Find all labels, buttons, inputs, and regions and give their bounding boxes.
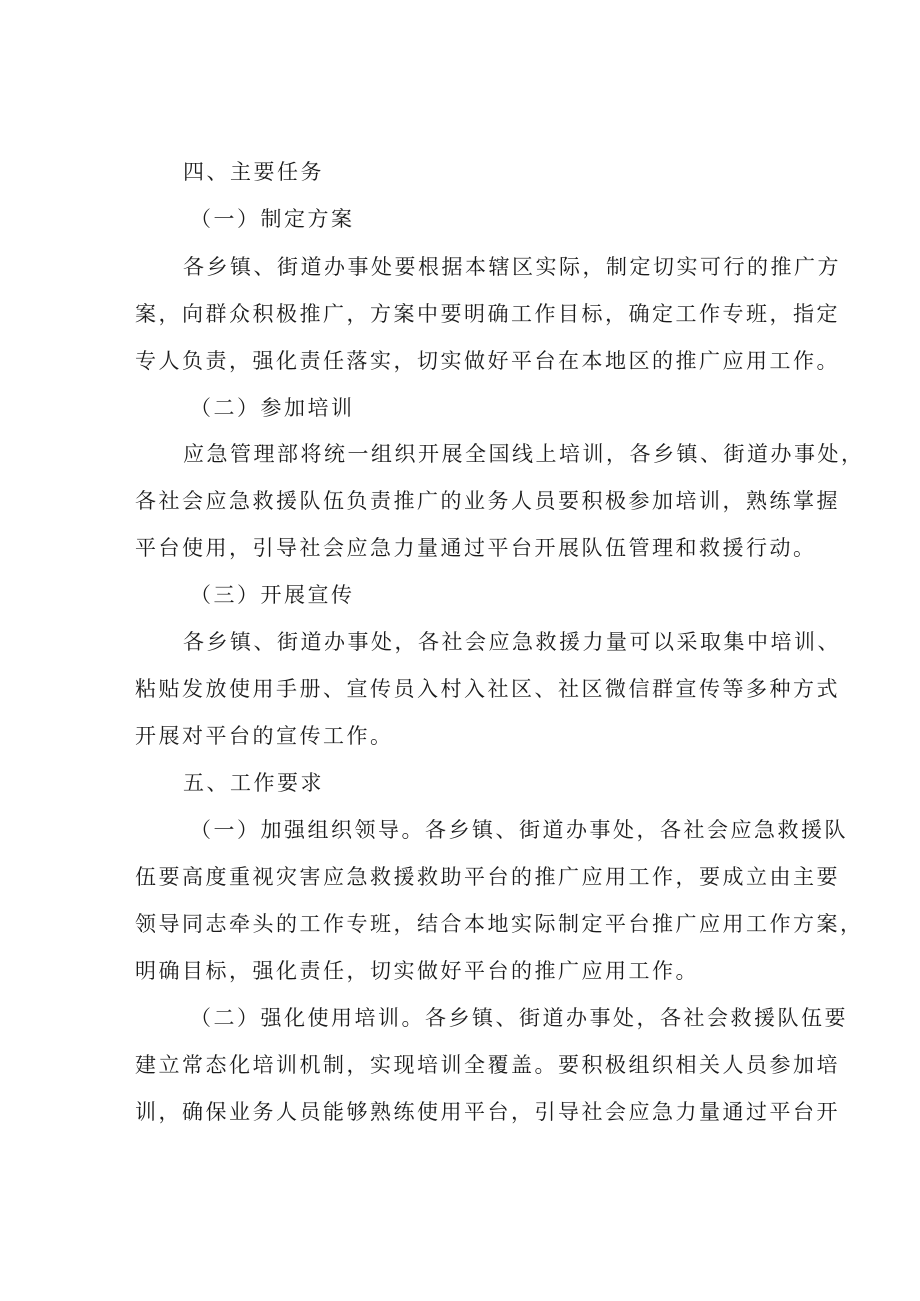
subheading-publicity: （三）开展宣传 (190, 583, 355, 607)
paragraph-line: （二）强化使用培训。各乡镇、街道办事处，各社会救援队伍要 (190, 1006, 848, 1030)
paragraph-line: 专人负责，强化责任落实，切实做好平台在本地区的推广应用工作。 (135, 349, 840, 373)
paragraph-line: 训，确保业务人员能够熟练使用平台，引导社会应急力量通过平台开 (135, 1100, 840, 1124)
paragraph-line: 应急管理部将统一组织开展全国线上培训，各乡镇、街道办事处， (183, 442, 865, 466)
subheading-attend-training: （二）参加培训 (190, 396, 355, 420)
paragraph-line: 各乡镇、街道办事处要根据本辖区实际，制定切实可行的推广方 (183, 255, 841, 279)
paragraph-line: 领导同志牵头的工作专班，结合本地实际制定平台推广应用工作方案， (135, 912, 864, 936)
subheading-formulate-plan: （一）制定方案 (190, 207, 355, 231)
paragraph-line: 建立常态化培训机制，实现培训全覆盖。要积极组织相关人员参加培 (135, 1053, 840, 1077)
section-heading-main-tasks: 四、主要任务 (183, 160, 324, 184)
paragraph-line: 平台使用，引导社会应急力量通过平台开展队伍管理和救援行动。 (135, 536, 817, 560)
paragraph-line: 各社会应急救援队伍负责推广的业务人员要积极参加培训，熟练掌握 (135, 489, 840, 513)
paragraph-line: 开展对平台的宣传工作。 (135, 724, 394, 748)
paragraph-line: 伍要高度重视灾害应急救援救助平台的推广应用工作，要成立由主要 (135, 865, 840, 889)
paragraph-line: 各乡镇、街道办事处，各社会应急救援力量可以采取集中培训、 (183, 630, 841, 654)
paragraph-line: 粘贴发放使用手册、宣传员入村入社区、社区微信群宣传等多种方式 (135, 677, 840, 701)
paragraph-line: 案，向群众积极推广，方案中要明确工作目标，确定工作专班，指定 (135, 302, 840, 326)
paragraph-line: 明确目标，强化责任，切实做好平台的推广应用工作。 (135, 959, 699, 983)
paragraph-line: （一）加强组织领导。各乡镇、街道办事处，各社会应急救援队 (190, 818, 848, 842)
section-heading-work-requirements: 五、工作要求 (183, 771, 324, 795)
